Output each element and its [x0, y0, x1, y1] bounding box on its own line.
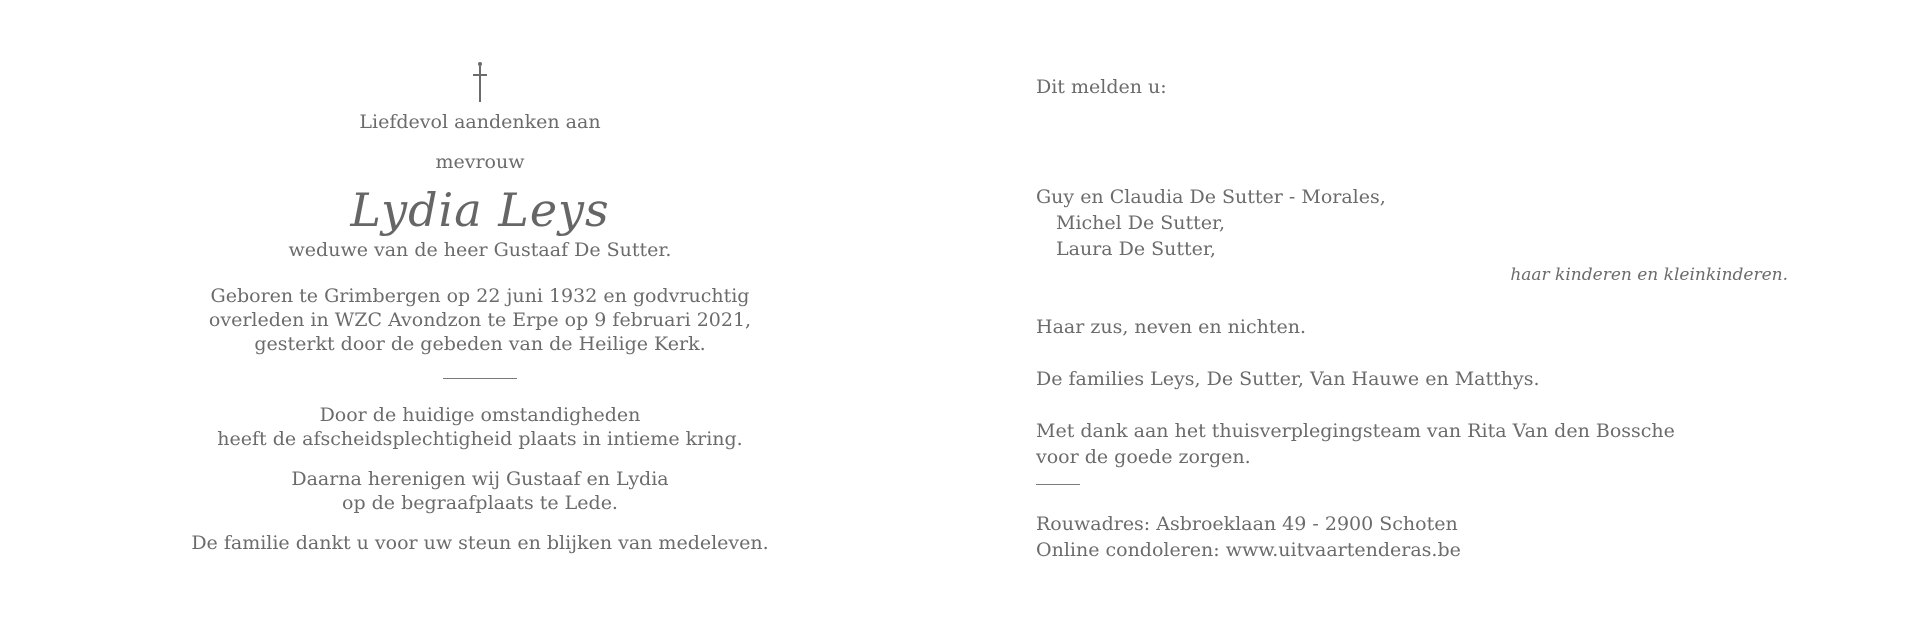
burial-paragraph: [160, 467, 800, 515]
care-thanks: [1036, 418, 1816, 470]
care-thanks-line: Met dank aan het thuisverplegingsteam van Rita Van den Bossche: [1036, 420, 1675, 442]
divider: [1036, 484, 1080, 485]
divider: [443, 378, 517, 379]
children-note: haar kinderen en kleinkinderen.: [1510, 265, 1788, 285]
cross-icon: [472, 62, 488, 102]
relatives-text: Haar zus, neven en nichten.: [1036, 316, 1307, 338]
bio-line: Geboren te Grimbergen op 22 juni 1932 en godvruchtig: [210, 285, 750, 307]
burial-line: Daarna herenigen wij Gustaaf en Lydia: [291, 468, 669, 490]
thanks-paragraph: De familie dankt u voor uw steun en blijken van medeleven.: [191, 532, 769, 554]
families-text: De families Leys, De Sutter, Van Hauwe en Matthys.: [1036, 368, 1540, 390]
mourning-address: Rouwadres: Asbroeklaan 49 - 2900 Schoten: [1036, 513, 1458, 535]
care-thanks-line: voor de goede zorgen.: [1036, 446, 1251, 468]
online-condolence: Online condoleren: www.uitvaartenderas.be: [1036, 539, 1461, 561]
left-column: [160, 62, 800, 555]
ceremony-line: Door de huidige omstandigheden: [319, 404, 641, 426]
contact-block: [1036, 511, 1816, 563]
family-member: Guy en Claudia De Sutter - Morales,: [1036, 186, 1386, 208]
ceremony-line: heeft de afscheidsplechtigheid plaats in intieme kring.: [217, 428, 743, 450]
deceased-name: Lydia Leys: [350, 183, 610, 237]
widow-line: weduwe van de heer Gustaaf De Sutter.: [288, 239, 672, 261]
bio-line: gesterkt door de gebeden van de Heilige Kerk.: [254, 333, 706, 355]
burial-line: op de begraafplaats te Lede.: [342, 492, 618, 514]
announce-text: Dit melden u:: [1036, 76, 1167, 98]
bio-line: overleden in WZC Avondzon te Erpe op 9 februari 2021,: [208, 309, 752, 331]
honorific: mevrouw: [435, 151, 525, 173]
right-column: [1036, 74, 1816, 563]
family-member: Michel De Sutter,: [1056, 212, 1226, 234]
family-list: [1036, 184, 1816, 288]
family-member: Laura De Sutter,: [1056, 238, 1216, 260]
biography: [160, 284, 800, 356]
ceremony-paragraph: [160, 403, 800, 451]
intro-text: Liefdevol aandenken aan: [359, 111, 601, 133]
